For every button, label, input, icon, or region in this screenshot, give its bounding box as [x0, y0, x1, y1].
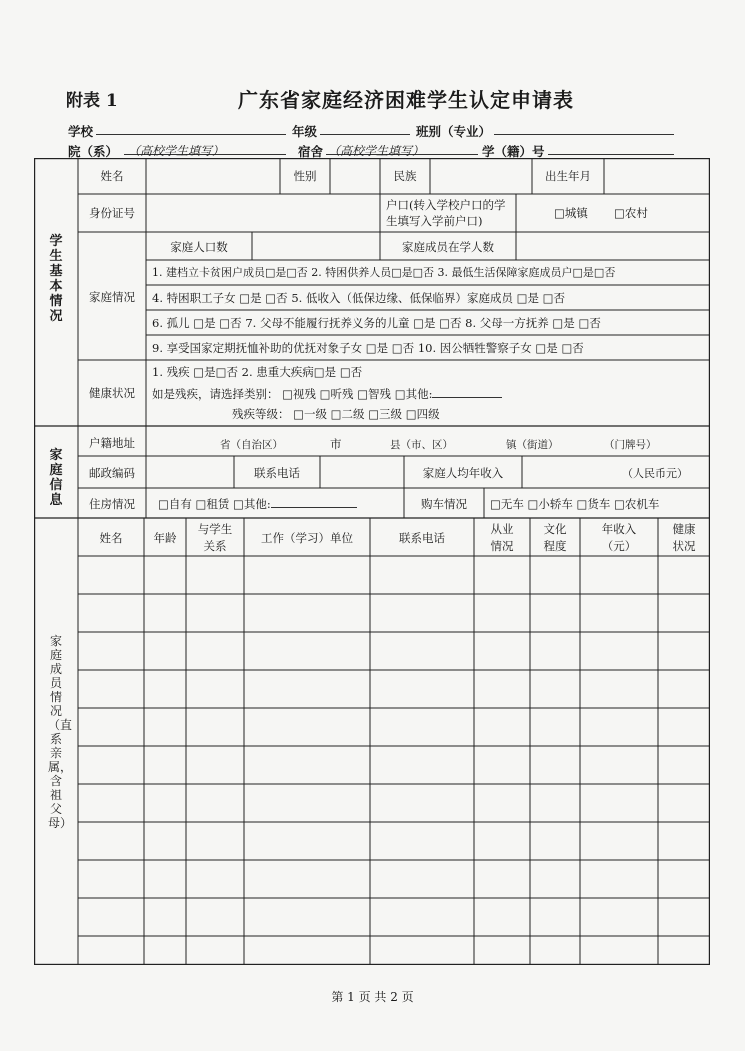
situation-line-3[interactable]: 6. 孤儿 □是 □否 7. 父母不能履行抚养义务的儿童 □是 □否 8. 父母一方抚养 □是 □否 [152, 316, 601, 330]
col-income-2: （元） [601, 539, 637, 553]
gender-label: 性别 [293, 169, 317, 183]
car-label: 购车情况 [421, 497, 467, 511]
hukou-urban-checkbox[interactable]: □城镇 [554, 206, 588, 220]
col-work-unit: 工作（学习）单位 [261, 531, 353, 545]
income-unit: （人民币元） [622, 467, 688, 480]
col-age: 年龄 [153, 531, 177, 545]
hukou-label-1: 户口(转入学校户口的学 [386, 198, 506, 212]
situation-line-4[interactable]: 9. 享受国家定期抚恤补助的优抚对象子女 □是 □否 10. 因公牺牲警察子女 □是 □否 [152, 341, 584, 355]
col-name: 姓名 [99, 531, 123, 545]
family-situation-label: 家庭情况 [89, 290, 135, 304]
class-major-label: 班别（专业） [416, 124, 492, 139]
faculty-label: 院（系） [68, 144, 119, 159]
family-size-label: 家庭人口数 [170, 240, 228, 254]
address-label: 户籍地址 [89, 436, 135, 450]
housing-other-field[interactable] [271, 497, 357, 508]
class-major-field[interactable] [494, 134, 674, 135]
appendix-label: 附表 1 [66, 91, 118, 111]
form-title: 广东省家庭经济困难学生认定申请表 [238, 88, 574, 112]
col-relation-1: 与学生 [197, 522, 233, 536]
section-family-info: 家庭信息 [49, 448, 63, 508]
housing-label: 住房情况 [89, 497, 135, 511]
faculty-hint: （高校学生填写） [128, 144, 225, 158]
page-footer: 第 1 页 共 2 页 [331, 990, 414, 1004]
situation-line-1[interactable]: 1. 建档立卡贫困户成员□是□否 2. 特困供养人员□是□否 3. 最低生活保障家庭成员户□是□否 [152, 266, 616, 279]
col-employment-1: 从业 [490, 522, 514, 536]
address-town: 镇（街道） [506, 439, 559, 451]
section-student-basic: 学生基本情况 [49, 234, 63, 324]
health-line-1[interactable]: 1. 残疾 □是□否 2. 患重大疾病□是 □否 [152, 365, 363, 379]
ethnicity-label: 民族 [393, 169, 417, 183]
address-prov: 省（自治区） [220, 439, 283, 451]
postcode-label: 邮政编码 [89, 466, 135, 480]
form-table [34, 158, 710, 965]
address-doorno: （门牌号） [604, 439, 657, 451]
birth-label: 出生年月 [545, 169, 591, 183]
health-label: 健康状况 [89, 386, 135, 400]
grade-field[interactable] [320, 134, 410, 135]
col-education-1: 文化 [543, 522, 567, 536]
dorm-label: 宿舍 [298, 144, 324, 159]
school-field[interactable] [96, 134, 286, 135]
col-relation-2: 关系 [203, 539, 227, 553]
dorm-hint: （高校学生填写） [328, 144, 425, 158]
grade-label: 年级 [292, 124, 318, 139]
hukou-rural-checkbox[interactable]: □农村 [614, 206, 648, 220]
col-health-1: 健康 [672, 522, 696, 536]
health-line-2[interactable] [152, 387, 502, 401]
housing-options[interactable] [158, 497, 357, 511]
members-in-school-label: 家庭成员在学人数 [402, 240, 494, 254]
phone-label: 联系电话 [254, 466, 300, 480]
health-line-3[interactable]: 残疾等级： □一级 □二级 □三级 □四级 [232, 407, 440, 421]
student-no-label: 学（籍）号 [482, 144, 545, 159]
housing-options-text: □自有 □租赁 □其他: [158, 497, 271, 511]
name-label: 姓名 [100, 169, 124, 183]
car-options[interactable]: □无车 □小轿车 □货车 □农机车 [490, 497, 660, 511]
situation-line-2[interactable]: 4. 特困职工子女 □是 □否 5. 低收入（低保边缘、低保临界）家庭成员 □是 □否 [152, 291, 565, 305]
income-label: 家庭人均年收入 [422, 466, 504, 480]
address-county: 县（市、区） [390, 439, 453, 451]
col-education-2: 程度 [543, 539, 567, 553]
health-line-2-text: 如是残疾，请选择类别： □视残 □听残 □智残 □其他: [152, 387, 433, 401]
disability-other-field[interactable] [432, 387, 502, 398]
col-phone: 联系电话 [399, 531, 445, 545]
student-no-field[interactable] [548, 154, 674, 155]
school-label: 学校 [68, 124, 94, 139]
col-income-1: 年收入 [601, 522, 637, 536]
col-employment-2: 情况 [490, 539, 514, 553]
hukou-label-2: 生填写入学前户口) [386, 214, 483, 228]
id-card-label: 身份证号 [89, 206, 135, 220]
section-family-members: 家庭成员情况（直系亲属，含祖父母） [48, 634, 73, 830]
col-health-2: 状况 [672, 539, 696, 553]
address-city: 市 [330, 437, 342, 451]
